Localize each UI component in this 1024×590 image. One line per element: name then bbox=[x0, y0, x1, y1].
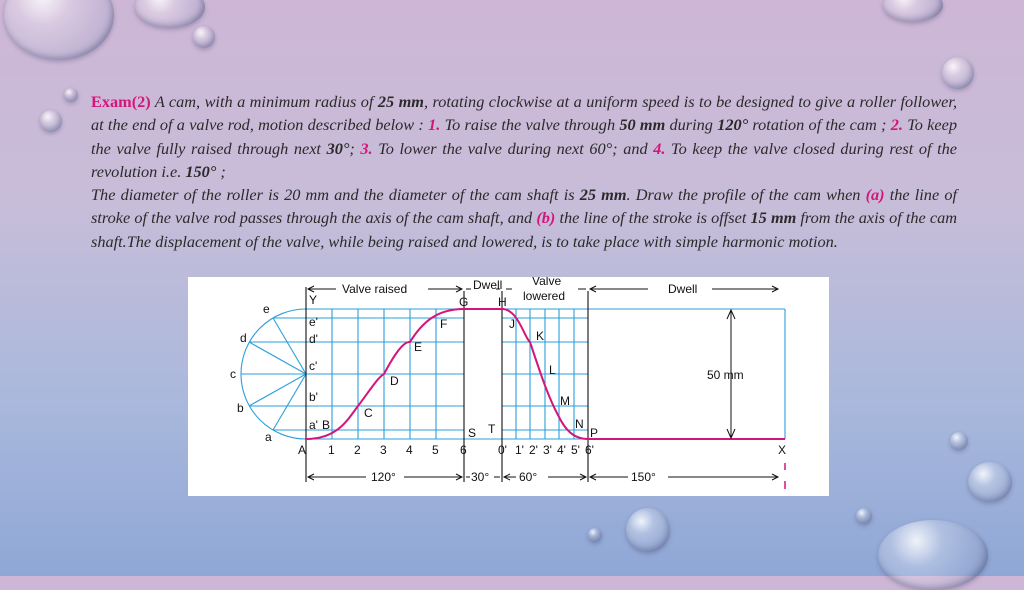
decorative-bubble bbox=[883, 0, 943, 22]
axis-number-6: 6 bbox=[460, 443, 467, 457]
emphasis-value: 15 mm bbox=[750, 208, 797, 228]
decorative-bubble bbox=[4, 0, 114, 60]
return-number-6: 6' bbox=[585, 443, 594, 457]
axis-number-3: 3 bbox=[380, 443, 387, 457]
emphasis-value: 150° bbox=[185, 161, 217, 181]
problem-text: A cam, with a minimum radius of bbox=[150, 92, 378, 111]
point-label-S: S bbox=[468, 426, 477, 440]
decorative-bubble bbox=[856, 508, 872, 524]
primed-label-b: b' bbox=[309, 390, 318, 404]
case-label: (b) bbox=[536, 208, 556, 228]
problem-text: To keep the valve closed during rest of the revolution i.e. bbox=[91, 138, 957, 181]
return-number-5: 5' bbox=[571, 443, 580, 457]
point-label-L: L bbox=[549, 363, 556, 377]
decorative-bubble bbox=[626, 508, 670, 552]
return-number-3: 3' bbox=[543, 443, 552, 457]
step-number: 3. bbox=[360, 138, 373, 158]
circle-label-e: e bbox=[263, 302, 270, 316]
emphasis-value: 25 mm bbox=[377, 92, 424, 111]
decorative-bubble bbox=[135, 0, 205, 28]
circle-label-b: b bbox=[237, 401, 244, 415]
problem-text: during bbox=[665, 115, 718, 135]
point-label-B: B bbox=[322, 418, 331, 432]
problem-text: rotation of the cam ; bbox=[748, 115, 891, 135]
point-label-T: T bbox=[488, 422, 496, 436]
label-valve: Valve bbox=[532, 277, 562, 288]
problem-statement bbox=[91, 90, 957, 253]
primed-label-d: d' bbox=[309, 332, 318, 346]
axis-number-4: 4 bbox=[406, 443, 413, 457]
point-label-J: J bbox=[509, 317, 515, 331]
step-number: 2. bbox=[890, 115, 903, 135]
label-lowered: lowered bbox=[523, 289, 566, 303]
decorative-bubble bbox=[950, 432, 968, 450]
problem-text: the line of stroke of the valve rod passes through the axis of the cam shaft, and bbox=[91, 185, 957, 228]
point-label-A: A bbox=[298, 443, 307, 457]
circle-label-a: a bbox=[265, 430, 272, 444]
point-label-E: E bbox=[414, 340, 423, 354]
emphasis-value: 30° bbox=[326, 138, 350, 158]
point-label-M: M bbox=[560, 394, 570, 408]
decorative-bubble bbox=[193, 26, 215, 48]
axis-number-1: 1 bbox=[328, 443, 335, 457]
exam-label: Exam(2) bbox=[91, 92, 151, 111]
decorative-bubble bbox=[588, 528, 602, 542]
diagram-labels bbox=[230, 277, 786, 484]
axis-number-2: 2 bbox=[354, 443, 361, 457]
problem-text: To keep the valve fully raised through next bbox=[91, 115, 958, 158]
problem-text: the line of the stroke is offset bbox=[555, 208, 751, 228]
displacement-diagram-svg bbox=[188, 277, 829, 496]
emphasis-value: 120° bbox=[717, 115, 749, 135]
point-label-C: C bbox=[364, 406, 373, 420]
point-label-G: G bbox=[459, 295, 469, 309]
problem-text: from the axis of the cam shaft.The displacement of the valve, while being raised and lowered, is to take place with simple harmonic motion. bbox=[91, 208, 958, 251]
problem-text: To lower the valve during next 60°; and bbox=[372, 138, 654, 158]
point-label-Y: Y bbox=[309, 293, 318, 307]
decorative-bubble bbox=[968, 462, 1012, 502]
primed-label-a: a' bbox=[309, 418, 318, 432]
decorative-bubble bbox=[64, 88, 78, 102]
radial-line bbox=[273, 318, 306, 374]
return-number-1: 1' bbox=[515, 443, 524, 457]
problem-text: ; bbox=[349, 138, 361, 158]
primed-label-e: e' bbox=[309, 315, 318, 329]
axis-number-5: 5 bbox=[432, 443, 439, 457]
radial-line bbox=[273, 374, 306, 430]
return-number-4: 4' bbox=[557, 443, 566, 457]
circle-label-d: d bbox=[240, 331, 247, 345]
step-number: 1. bbox=[428, 115, 441, 135]
point-label-N: N bbox=[575, 417, 584, 431]
stroke-label: 50 mm bbox=[707, 368, 744, 382]
label-valve-raised: Valve raised bbox=[342, 282, 408, 296]
problem-text: The diameter of the roller is 20 mm and the diameter of the cam shaft is bbox=[91, 185, 580, 205]
problem-text: To raise the valve through bbox=[440, 115, 620, 135]
problem-text: . Draw the profile of the cam when bbox=[626, 185, 866, 205]
decorative-bubble bbox=[40, 110, 62, 132]
circle-label-c: c bbox=[230, 367, 236, 381]
label-dwell-2: Dwell bbox=[668, 282, 698, 296]
problem-text: ; bbox=[216, 161, 226, 181]
case-label: (a) bbox=[865, 185, 885, 205]
displacement-diagram bbox=[188, 277, 829, 496]
emphasis-value: 25 mm bbox=[579, 185, 627, 205]
emphasis-value: 50 mm bbox=[619, 115, 666, 135]
label-dwell: Dwell bbox=[473, 278, 503, 292]
point-label-H: H bbox=[498, 295, 507, 309]
return-number-2: 2' bbox=[529, 443, 538, 457]
angle-label-120: 120° bbox=[371, 470, 396, 484]
radial-line bbox=[249, 374, 306, 406]
point-label-D: D bbox=[390, 374, 399, 388]
angle-label-60: 60° bbox=[519, 470, 538, 484]
point-label-F: F bbox=[440, 317, 448, 331]
step-number: 4. bbox=[653, 138, 666, 158]
return-number-0: 0' bbox=[498, 443, 507, 457]
angle-label-150: 150° bbox=[631, 470, 656, 484]
radial-line bbox=[249, 342, 306, 374]
decorative-bubble bbox=[878, 520, 988, 590]
angle-label-30: 30° bbox=[471, 470, 490, 484]
primed-label-c: c' bbox=[309, 359, 318, 373]
decorative-bubble bbox=[942, 57, 974, 89]
point-label-P: P bbox=[590, 426, 599, 440]
problem-text: , rotating clockwise at a uniform speed is to be designed to give a roller follower, at the end of a valve rod, motion described below : bbox=[91, 92, 958, 135]
point-label-X: X bbox=[778, 443, 787, 457]
point-label-K: K bbox=[536, 329, 545, 343]
